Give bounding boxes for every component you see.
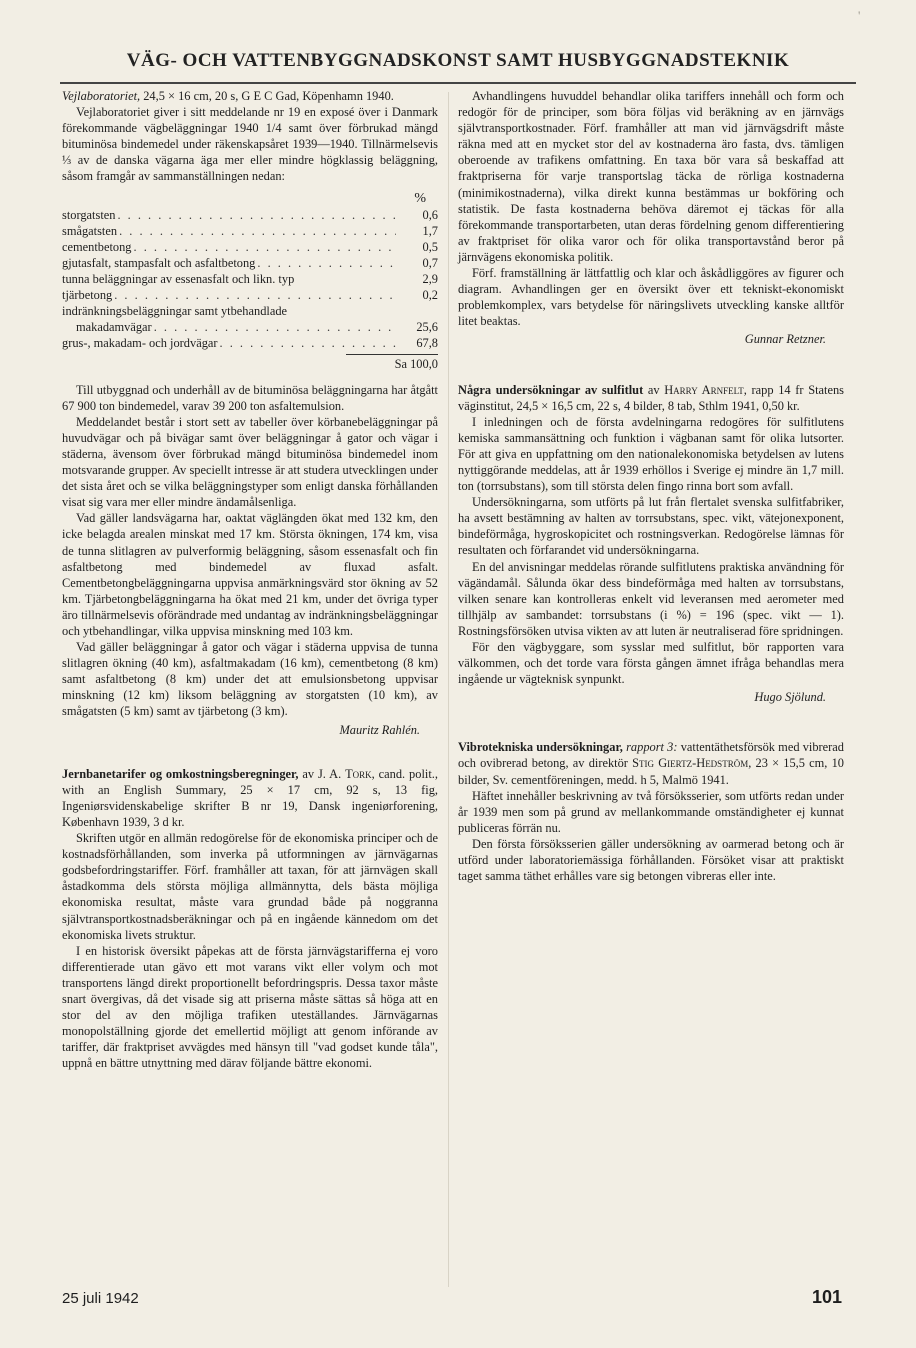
row-label: storgatsten <box>62 207 116 222</box>
review-meta: 24,5 × 16 cm, 20 s, G E C Gad, Köpenhamn 1940. <box>140 89 394 103</box>
review-paragraph: Undersökningarna, som utförts på lut från flertalet svenska sulfitfabriker, ha avsett bestämning av halten av torrsubstans, spec. vikt, vätejonexponent, bindeförmåga, hygroskopicitet och rostningsverkan. Redogörelse lämnas för resultaten och förfarandet vid undersökningarna. <box>458 495 844 558</box>
review-vibrotekniska <box>458 739 844 884</box>
review-subtitle: rapport 3: <box>622 740 678 755</box>
pavement-table <box>62 191 438 372</box>
row-label: makadamvägar <box>76 320 152 335</box>
review-signature: Gunnar Retzner. <box>744 332 826 347</box>
review-paragraph: I en historisk översikt påpekas att de första järnvägstarifferna ej voro differentierade utan gävo ett mot varans vikt eller volym och mot transportens längd direkt proportionellt befordringspris. Dessa taxor måste snart övergivas, då det visade sig att priserna måste sättas så höga att en stor del av den möjliga trafiken uteställandes. Järnvägarnas monopolställning gjorde det emellertid möjligt att genom införande av tariffer, där fraktpriset avvägdes med hänsyn till "vad godset kunde tåla", uppnå en bättre utnyttning med därav följande bättre ekonomi. <box>62 943 438 1071</box>
corner-mark: ' <box>858 8 861 23</box>
table-row <box>62 239 438 255</box>
table-row <box>62 335 438 351</box>
row-value: 0,2 <box>422 288 438 303</box>
table-total-row <box>62 356 438 372</box>
table-row <box>62 287 438 303</box>
review-vejlaboratoriet <box>62 88 438 738</box>
review-jernbanetarifer <box>62 766 438 1072</box>
row-label: cementbetong <box>62 239 132 254</box>
review-signature: Mauritz Rahlén. <box>339 722 420 737</box>
review-paragraph: Den första försöksserien gäller undersökning av oarmerad betong och är utförd under laboratoriemässiga förhållanden. Försöket visar att praktiskt taget samma täthet erhålles vare sig betongen vibreras eller inte. <box>458 836 844 884</box>
review-paragraph: Vejlaboratoriet giver i sitt meddelande nr 19 en exposé över i Danmark förekommande vägbeläggningar 1940 1/4 samt över förbrukad mängd bituminösa bindemedel under räkenskapsåret 1939—1940. Tillnärmelsevis ⅓ av de danska vägarna äga mer eller mindre högklassig beläggning, såsom framgår av sammanställningen nedan: <box>62 105 438 184</box>
review-author: Harry Arnfelt <box>664 382 744 397</box>
review-title: Vejlaboratoriet, <box>62 89 141 103</box>
review-paragraph: Skriften utgör en allmän redogörelse för de ekonomiska principer och de kostnadsförhållanden, som inverka på utformningen av järnvägarnas godsbefordringstariffer. Förf. framhåller att taxan, för att järnvägen skall åstadkomma dels största möjliga allmännytta, dels bästa möjliga ekonomiska resultat, måste vara grundad både på noggranna självtransportkostnadsberäkningar och på en ingående kännedom om det ekonomiska livets struktur. <box>62 831 438 942</box>
row-value: 0,6 <box>422 207 438 222</box>
page-number: 101 <box>812 1287 843 1307</box>
table-row <box>62 303 438 319</box>
review-author: Tork <box>345 766 372 781</box>
table-unit: % <box>414 190 426 206</box>
review-paragraph: Till utbyggnad och underhåll av de bituminösa beläggningarna har åtgått 67 900 ton bindemedel, varav 39 200 ton asfaltemulsion. <box>62 382 438 413</box>
review-heading: Jernbanetarifer og omkostningsberegninger, av J. A. Tork, cand. polit., with an English Summary, 25 × 17 cm, 92 s, 13 fig, Ingeniørsvidenskabelige skrifter B nr 19, Dansk ingeniørforening, København 1939, 3 d kr. <box>62 766 438 829</box>
review-paragraph: En del anvisningar meddelas rörande sulfitlutens praktiska användning för vägändamål. Sålunda ökar dess bindeförmåga med halten av torrsubstans, vilken senare kan kontrolleras enkelt vid leveransen med aerometer med tillhjälp av sambandet: torrsubstans (i %) = 196 (spec. vikt — 1). Rostningsförsöken utvisa vikten av att luten är neutraliserad före spridningen. <box>458 559 844 638</box>
review-title: Jernbanetarifer og omkostningsberegninger, <box>62 766 299 781</box>
review-heading: Vibrotekniska undersökningar, rapport 3: vattentäthetsförsök med vibrerad och ovibrerad betong, av direktör Stig Giertz-Hedström, 23 × 15,5 cm, 10 bilder, Sv. cementföreningen, medd. h 5, Malmö 1941. <box>458 740 845 787</box>
table-row <box>62 319 438 335</box>
column-divider <box>448 92 449 1287</box>
review-signature: Hugo Sjölund. <box>754 690 826 705</box>
footer-date: 25 juli 1942 <box>62 1290 139 1307</box>
left-column <box>62 88 438 1071</box>
table-row <box>62 255 438 271</box>
table-row <box>62 207 438 223</box>
review-paragraph: Häftet innehåller beskrivning av två försöksserier, som utförts redan under år 1939 men som på grund av mellankommande omständigheter ej kunnat publiceras förrän nu. <box>458 788 844 835</box>
review-author: Stig Giertz-Hedström <box>632 756 749 771</box>
row-label: indränkningsbeläggningar samt ytbehandlade <box>62 304 288 319</box>
review-heading: Några undersökningar av sulfitlut av Harry Arnfelt, rapp 14 fr Statens väginstitut, 24,5 × 16,5 cm, 22 s, 4 bilder, 8 tab, Sthlm 1941, 0,50 kr. <box>458 382 844 413</box>
row-label: tjärbetong <box>62 288 113 303</box>
row-label: tunna beläggningar av essenasfalt och likn. typ <box>62 272 295 287</box>
review-paragraph: Meddelandet består i stort sett av tabeller över körbanebeläggningar på huvudvägar och på bivägar samt över beläggningar å gator och vägar i städerna, ävensom över förbrukad mängd bituminösa bindemedel inom motsvarande grupper. Av speciellt intresse är att studera utvecklingen under det sista året och se vilka beläggningstyper som enligt danska förhållanden visat sig vara mer eller mindre ändamålsenliga. <box>62 414 438 510</box>
row-label: grus-, makadam- och jordvägar <box>62 336 218 351</box>
right-column <box>458 88 844 884</box>
review-sulfitlut <box>458 382 844 706</box>
section-header: VÄG- OCH VATTENBYGGNADSKONST SAMT HUSBYGGNADSTEKNIK <box>126 50 790 71</box>
review-title: Några undersökningar av sulfitlut <box>458 382 644 397</box>
table-row <box>62 223 438 239</box>
review-paragraph: I inledningen och de första avdelningarna redogöres för sulfitlutens kemiska sammansättning och funktion i vägbanan samt för olika lutsorter. För att giva en uppfattning om den nationalekonomiska betydelsen av lutens nyttiggörande meddelas, att år 1939 erhöllos i Sverige ej mindre än 1,7 mill. ton (torrsubstans), som till största delen fingo rinna bort som avfall. <box>458 414 844 494</box>
review-title: Vibrotekniska undersökningar, <box>458 740 623 755</box>
review-paragraph: Vad gäller beläggningar å gator och vägar i städerna uppvisa de tunna slitlagren ökning (40 km), asfaltmakadam (16 km), cementbetong (8 km) samt asfaltbetong (8 km) under det att emulsionsbetong uppvisar minskning (12 km) liksom beläggning av storgatsten (10 km), av smågatsten (5 km) samt av tjärbetong (3 km). <box>62 640 438 719</box>
review-heading <box>62 88 438 104</box>
row-value: 1,7 <box>422 223 438 238</box>
review-paragraph: För den vägbyggare, som sysslar med sulfitlut, bör rapporten vara välkommen, och det torde vara första gången ämnet ifråga behandlas mera ingående ur vägteknisk synpunkt. <box>458 640 844 687</box>
table-row <box>62 271 438 287</box>
row-label: gjutasfalt, stampasfalt och asfaltbetong <box>62 255 256 270</box>
review-paragraph: Vad gäller landsvägarna har, oaktat väglängden ökat med 132 km, den icke belagda arealen minskat med 17 km. Största ökningen, 174 km, visa de tunna slitlagren av pulverformig beläggning, såsom essenasfalt och fin asfaltbetong med bindemedel av fluxad asfalt. Cementbetongbeläggningarna uppvisa anmärkningsvärd stor ökning av 52 km. Tjärbetongbeläggningarna ha ökat med 21 km, under det övriga typer äro tillnärmelsevis oförändrade med undantag av indränkningsbeläggningar och ytbehandlingar, vilka uppvisa minskning med 103 km. <box>62 511 438 638</box>
table-total: Sa 100,0 <box>394 356 438 371</box>
review-jernbanetarifer-cont <box>458 88 844 348</box>
header-rule <box>60 82 856 84</box>
row-value: 2,9 <box>422 272 438 287</box>
review-paragraph: Förf. framställning är lättfattlig och klar och åskådliggöres av figurer och diagram. Avhandlingen ger en översikt över ett tekniskt-ekonomiskt problemkomplex, vars betydelse för näringslivets utveckling kanske alltför litet beaktas. <box>458 266 844 329</box>
row-value: 67,8 <box>416 336 438 351</box>
row-value: 0,5 <box>422 239 438 254</box>
review-paragraph: Avhandlingens huvuddel behandlar olika tariffers innehåll och form och redogör för de principer, som böra följas vid beräkning av en järnvägs självtransportkostnader. Förf. framhåller att man vid järnvägsdrift måste räkna med att en mycket stor del av kostnaderna äro fasta, dvs. tämligen oberoende av trafikens omfattning. En taxa bör vara så beskaffad att fraktpriserna för varje transportslag täcka de rörliga kostnaderna (minimikostnaderna), vilka direkt kunna bestämmas ur bokföring och statistik. De fasta kostnaderna behöva däremot ej täckas för alla förekommande transportarbeten, utan deras fördelning genom differentiering av fraktpriset för olika varor och för olika transportavstånd beror på järnvägens ekonomiska politik. <box>458 89 844 264</box>
row-label: smågatsten <box>62 223 118 238</box>
row-value: 0,7 <box>422 255 438 270</box>
row-value: 25,6 <box>416 320 438 335</box>
